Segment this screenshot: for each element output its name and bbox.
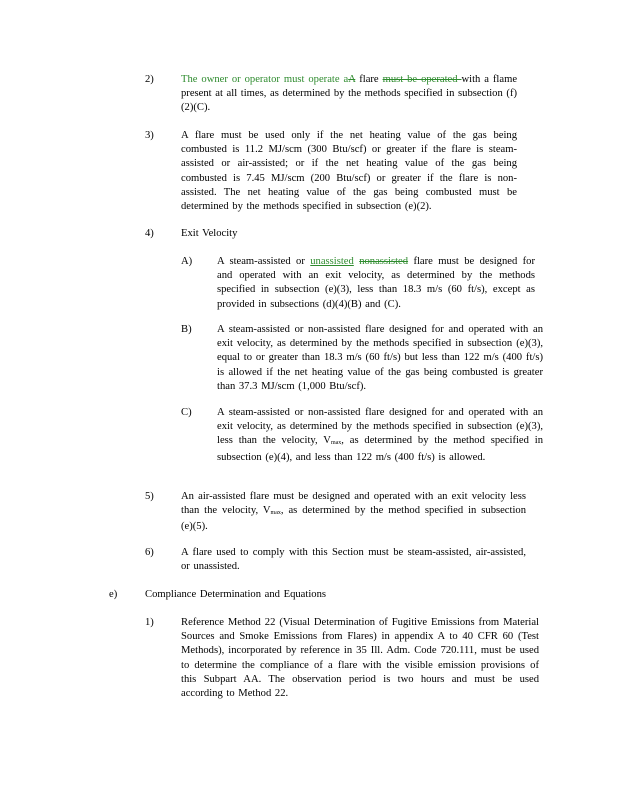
plain-text: , as determined by the method specified in subsection (e)(4), and less than 122 m/s (400 ft/s) is allowed.: [217, 435, 543, 463]
item-number-3: 3): [145, 130, 154, 141]
item-number-5: 5): [145, 491, 154, 502]
plain-text: with a flame present at all times, as determined by the methods specified in subsection (f)(2)(C).: [181, 74, 518, 114]
section-e-heading: Compliance Determination and Equations: [145, 589, 326, 600]
item-1-paragraph: Reference Method 22 (Visual Determination of Fugitive Emissions from Material Sources and Smoke Emissions from Flares) in appendix A to 40 CFR 60 (Test Methods), incorporated by reference in 35 Ill. Adm. Code 720.111, must be used to determine the compliance of a flare with the visible emission provisions of this Subpart AA. The observation period is two hours and must be used according to Method 22.: [181, 617, 539, 700]
inserted-text: The owner or operator must operate a: [181, 74, 349, 85]
deleted-text: nonassisted: [359, 256, 409, 267]
plain-text: flare must be designed for and operated with an exit velocity, as determined by the methods specified in subsection (e)(3), less than 18.3 m/s (60 ft/s), except as provided in subsections (d)(4)(B) and (C).: [217, 256, 536, 310]
item-C-paragraph: [217, 406, 543, 465]
item-number-A: A): [181, 256, 193, 267]
plain-text: An air-assisted flare must be designed and operated with an exit velocity less than the velocity, V: [181, 491, 526, 517]
item-A-paragraph: [217, 255, 535, 312]
item-4-heading: Exit Velocity: [181, 228, 238, 239]
subscript: max: [270, 510, 281, 517]
item-number-e: e): [109, 589, 118, 600]
inserted-text: unassisted: [310, 256, 354, 267]
item-number-1: 1): [145, 617, 154, 628]
plain-text: A steam-assisted or non-assisted flare designed for and operated with an exit velocity, as determined by the methods specified in subsection (e)(3), less than the velocity, V: [217, 407, 543, 447]
item-number-6: 6): [145, 547, 154, 558]
item-6-paragraph: A flare used to comply with this Section must be steam-assisted, air-assisted, or unassisted.: [181, 547, 526, 573]
item-B-paragraph: A steam-assisted or non-assisted flare designed for and operated with an exit velocity, as determined by the methods specified in subsection (e)(3), equal to or greater than 18.3 m/s (60 ft/s) but less than 122 m/s (400 ft/s) is allowed if the net heating value of the gas being combusted is greater than 37.3 MJ/scm (1,000 Btu/scf).: [217, 324, 543, 392]
subscript: max: [330, 440, 342, 447]
item-5-paragraph: [181, 490, 526, 535]
item-number-4: 4): [145, 228, 154, 239]
deleted-text: must be operated: [382, 74, 462, 85]
plain-text: A steam-assisted or: [217, 256, 311, 267]
deleted-text: A: [348, 74, 356, 85]
plain-text: flare: [355, 74, 383, 85]
item-number-2: 2): [145, 74, 154, 85]
item-number-C: C): [181, 407, 192, 418]
plain-text: , as determined by the method specified in subsection (e)(5).: [181, 505, 526, 533]
item-2-paragraph: [181, 73, 517, 116]
item-3-paragraph: A flare must be used only if the net heating value of the gas being combusted is 11.2 MJ/scm (300 Btu/scf) or greater if the flare is steam-assisted or air-assisted; or if the net heating value of the gas being combusted is 7.45 MJ/scm (200 Btu/scf) or greater if the flare is non-assisted. The net heating value of the gas being combusted must be determined by the methods specified in subsection (e)(2).: [181, 130, 517, 213]
item-number-B: B): [181, 324, 192, 335]
